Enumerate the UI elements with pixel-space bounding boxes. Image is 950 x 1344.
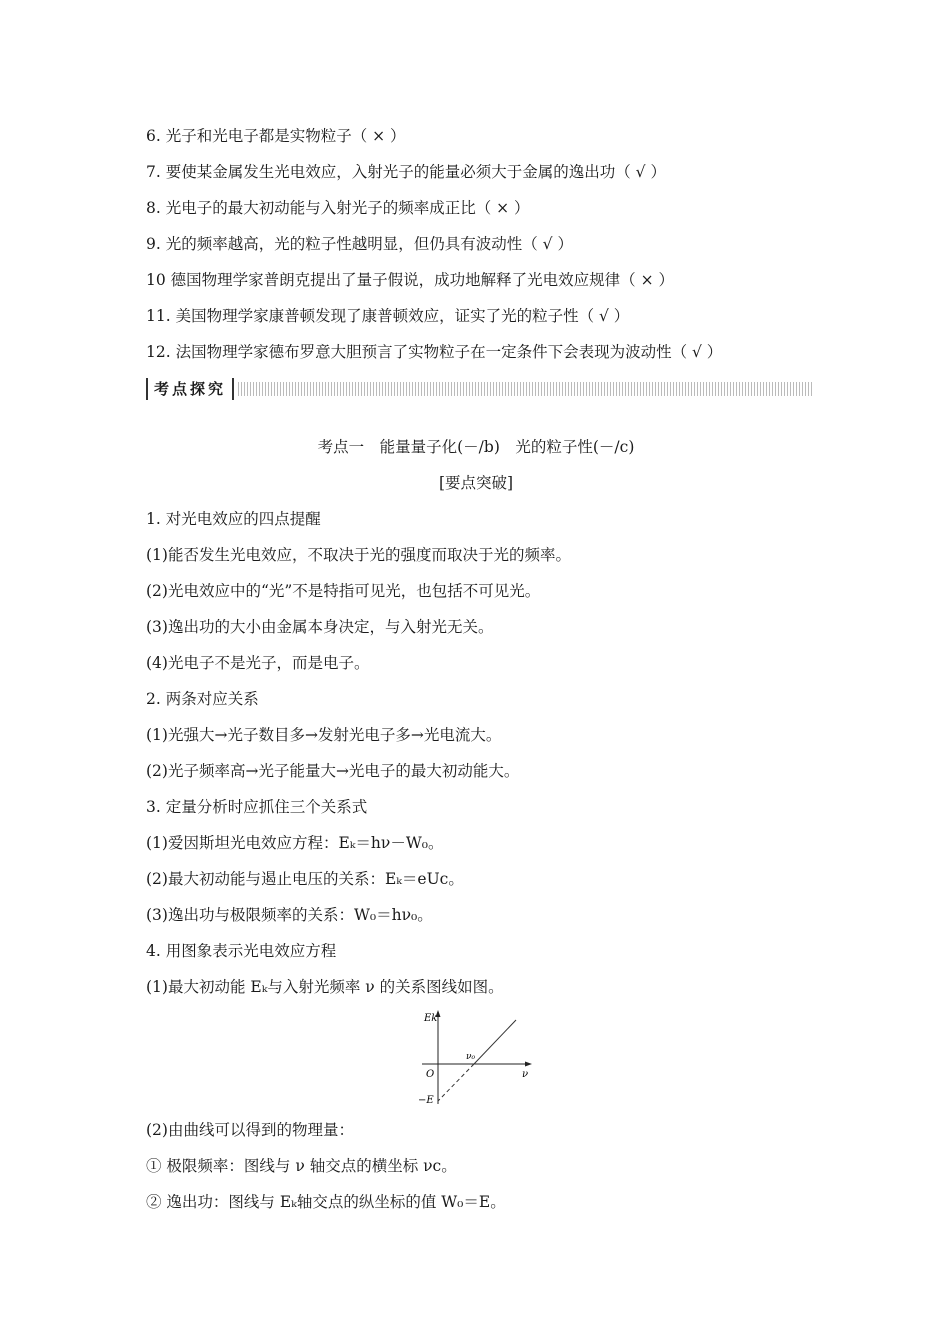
x-axis-label: ν [522, 1069, 529, 1080]
para-2-2: (2)光子频率高→光子能量大→光电子的最大初动能大。 [146, 762, 520, 780]
para-1-2: (2)光电效应中的“光”不是特指可见光，也包括不可见光。 [146, 582, 541, 600]
item-12: 12. 法国物理学家德布罗意大胆预言了实物粒子在一定条件下会表现为波动性（ √ ） [146, 343, 723, 361]
y-axis-label: Ek [424, 1013, 438, 1024]
ek-nu-graph [408, 1008, 540, 1108]
section-banner [146, 378, 814, 400]
para-1-1: (1)能否发生光电效应，不取决于光的强度而取决于光的频率。 [146, 546, 571, 564]
item-9: 9. 光的频率越高，光的粒子性越明显，但仍具有波动性（ √ ） [146, 235, 573, 253]
item-10: 10 德国物理学家普朗克提出了量子假说，成功地解释了光电效应规律（ × ） [146, 271, 674, 289]
heading-4: 4. 用图象表示光电效应方程 [146, 942, 337, 960]
para-4-3: ① 极限频率：图线与 ν 轴交点的横坐标 νc。 [146, 1157, 457, 1175]
x-arrow [525, 1062, 532, 1067]
subtitle: [要点突破] [438, 474, 514, 492]
item-11: 11. 美国物理学家康普顿发现了康普顿效应，证实了光的粒子性（ √ ） [146, 307, 630, 325]
banner-label: 考点探究 [146, 378, 234, 400]
para-3-2: (2)最大初动能与遏止电压的关系：Eₖ＝eUc。 [146, 870, 464, 888]
solid-line [474, 1020, 516, 1064]
item-7: 7. 要使某金属发生光电效应，入射光子的能量必须大于金属的逸出功（ √ ） [146, 163, 666, 181]
heading-1: 1. 对光电效应的四点提醒 [146, 510, 321, 528]
para-1-4: (4)光电子不是光子，而是电子。 [146, 654, 370, 672]
heading-3: 3. 定量分析时应抓住三个关系式 [146, 798, 368, 816]
banner-hatch [238, 382, 814, 396]
para-1-3: (3)逸出功的大小由金属本身决定，与入射光无关。 [146, 618, 494, 636]
para-3-3: (3)逸出功与极限频率的关系：W₀＝hν₀。 [146, 906, 433, 924]
heading-2: 2. 两条对应关系 [146, 690, 259, 708]
minus-e-label: −E [418, 1095, 434, 1106]
para-2-1: (1)光强大→光子数目多→发射光电子多→光电流大。 [146, 726, 502, 744]
para-3-1: (1)爱因斯坦光电效应方程：Eₖ＝hν－W₀。 [146, 834, 444, 852]
origin-label: O [426, 1069, 435, 1080]
topic-title: 考点一 能量量子化(－/b) 光的粒子性(－/c) [317, 438, 635, 456]
para-4-2: (2)由曲线可以得到的物理量： [146, 1121, 354, 1139]
item-8: 8. 光电子的最大初动能与入射光子的频率成正比（ × ） [146, 199, 530, 217]
para-4-1: (1)最大初动能 Eₖ与入射光频率 ν 的关系图线如图。 [146, 978, 504, 996]
dashed-line [438, 1064, 474, 1101]
item-6: 6. 光子和光电子都是实物粒子（ × ） [146, 127, 406, 145]
nu0-label: ν₀ [466, 1052, 476, 1062]
para-4-4: ② 逸出功：图线与 Eₖ轴交点的纵坐标的值 W₀＝E。 [146, 1193, 506, 1211]
